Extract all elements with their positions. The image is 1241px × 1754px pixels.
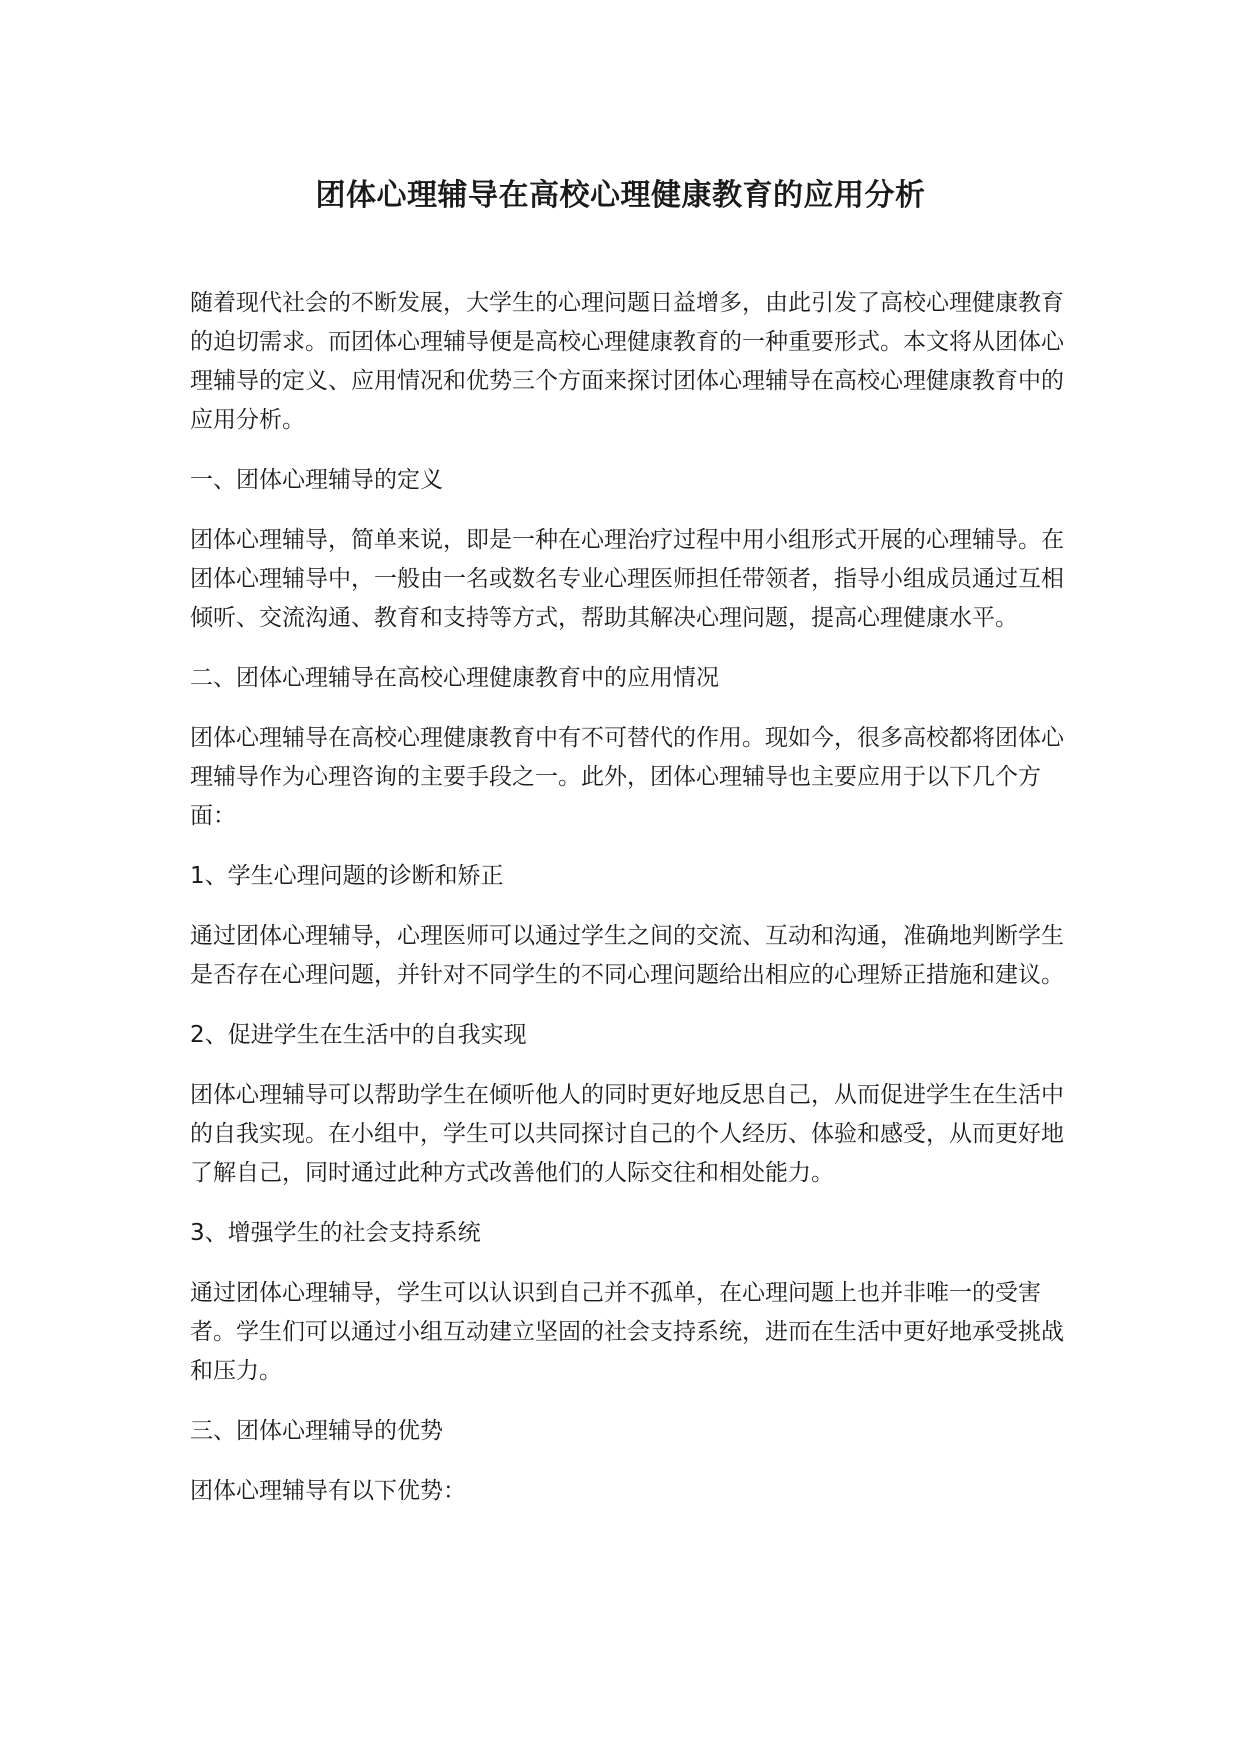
advantages-paragraph: 团体心理辅导有以下优势： xyxy=(190,1478,466,1504)
document-body xyxy=(190,284,1070,1532)
diagnosis-paragraph: 通过团体心理辅导，心理医师可以通过学生之间的交流、互动和沟通，准确地判断学生是否存在心理问题，并针对不同学生的不同心理问题给出相应的心理矫正措施和建议。 xyxy=(190,923,1064,988)
section-heading-advantages: 三、团体心理辅导的优势 xyxy=(190,1418,443,1444)
application-paragraph: 团体心理辅导在高校心理健康教育中有不可替代的作用。现如今，很多高校都将团体心理辅导作为心理咨询的主要手段之一。此外，团体心理辅导也主要应用于以下几个方面： xyxy=(190,725,1064,829)
intro-paragraph: 随着现代社会的不断发展，大学生的心理问题日益增多，由此引发了高校心理健康教育的迫切需求。而团体心理辅导便是高校心理健康教育的一种重要形式。本文将从团体心理辅导的定义、应用情况和优势三个方面来探讨团体心理辅导在高校心理健康教育中的应用分析。 xyxy=(190,290,1064,433)
definition-paragraph: 团体心理辅导，简单来说，即是一种在心理治疗过程中用小组形式开展的心理辅导。在团体心理辅导中，一般由一名或数名专业心理医师担任带领者，指导小组成员通过互相倾听、交流沟通、教育和支持等方式，帮助其解决心理问题，提高心理健康水平。 xyxy=(190,527,1064,631)
subheading-self-realization: 2、促进学生在生活中的自我实现 xyxy=(190,1022,527,1048)
subheading-diagnosis: 1、学生心理问题的诊断和矫正 xyxy=(190,863,504,889)
self-realization-paragraph: 团体心理辅导可以帮助学生在倾听他人的同时更好地反思自己，从而促进学生在生活中的自我实现。在小组中，学生可以共同探讨自己的个人经历、体验和感受，从而更好地了解自己，同时通过此种方式改善他们的人际交往和相处能力。 xyxy=(190,1082,1064,1186)
social-support-paragraph: 通过团体心理辅导，学生可以认识到自己并不孤单，在心理问题上也并非唯一的受害者。学生们可以通过小组互动建立坚固的社会支持系统，进而在生活中更好地承受挑战和压力。 xyxy=(190,1280,1064,1384)
subheading-social-support: 3、增强学生的社会支持系统 xyxy=(190,1220,481,1246)
document-title: 团体心理辅导在高校心理健康教育的应用分析 xyxy=(315,178,926,213)
section-heading-application: 二、团体心理辅导在高校心理健康教育中的应用情况 xyxy=(190,665,719,691)
section-heading-definition: 一、团体心理辅导的定义 xyxy=(190,467,443,493)
